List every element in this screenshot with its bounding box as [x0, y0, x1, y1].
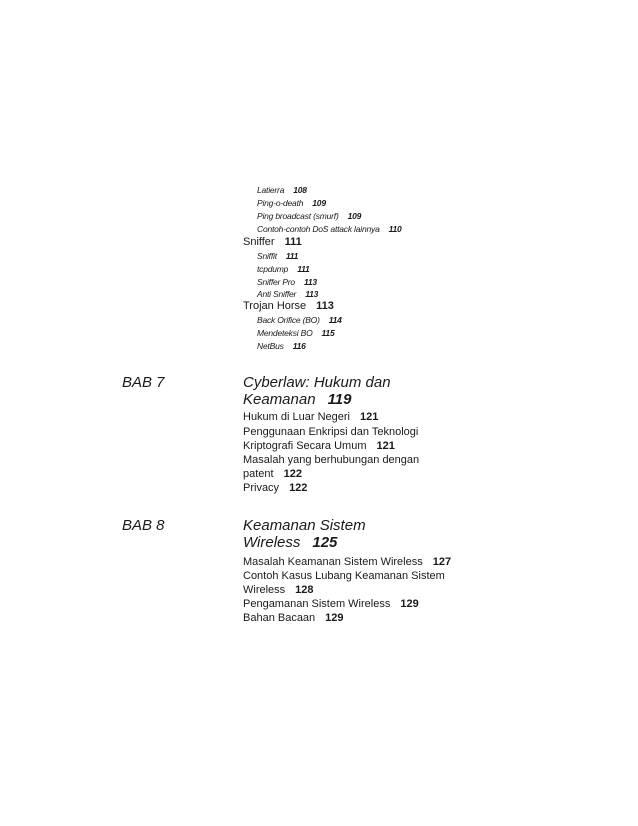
chapter-label: BAB 8	[122, 517, 165, 534]
toc-entry: Pengamanan Sistem Wireless 129	[243, 598, 419, 610]
toc-entry: Privacy 122	[243, 482, 308, 494]
toc-subentry: Sniffer Pro 113	[257, 277, 317, 287]
toc-section-trojan: Trojan Horse 113	[243, 300, 334, 312]
toc-entry: Hukum di Luar Negeri 121	[243, 411, 379, 423]
toc-subentry: tcpdump 111	[257, 264, 310, 274]
chapter-label: BAB 7	[122, 374, 165, 391]
toc-subentry: Latierra 108	[257, 185, 307, 195]
toc-entry: Contoh Kasus Lubang Keamanan Sistem Wireless 128	[243, 570, 445, 596]
toc-subentry: Anti Sniffer 113	[257, 289, 319, 299]
toc-entry: Masalah Keamanan Sistem Wireless 127	[243, 556, 452, 568]
toc-subentry: Back Orifice (BO) 114	[257, 315, 342, 325]
toc-subentry: Sniffit 111	[257, 251, 299, 261]
toc-subentry: Ping broadcast (smurf) 109	[257, 211, 362, 221]
chapter-title: Keamanan Sistem Wireless 125	[243, 517, 366, 551]
chapter-title: Cyberlaw: Hukum dan Keamanan 119	[243, 374, 391, 408]
toc-subentry: Ping-o-death 109	[257, 198, 326, 208]
toc-entry: Masalah yang berhubungan dengan patent 122	[243, 454, 420, 480]
toc-entry: Bahan Bacaan 129	[243, 612, 344, 624]
toc-section-sniffer: Sniffer 111	[243, 236, 302, 248]
toc-subentry: Mendeteksi BO 115	[257, 328, 335, 338]
toc-subentry: NetBus 116	[257, 341, 306, 351]
toc-subentry: Contoh-contoh DoS attack lainnya 110	[257, 224, 402, 234]
toc-entry: Penggunaan Enkripsi dan Teknologi Kriptografi Secara Umum 121	[243, 426, 419, 452]
